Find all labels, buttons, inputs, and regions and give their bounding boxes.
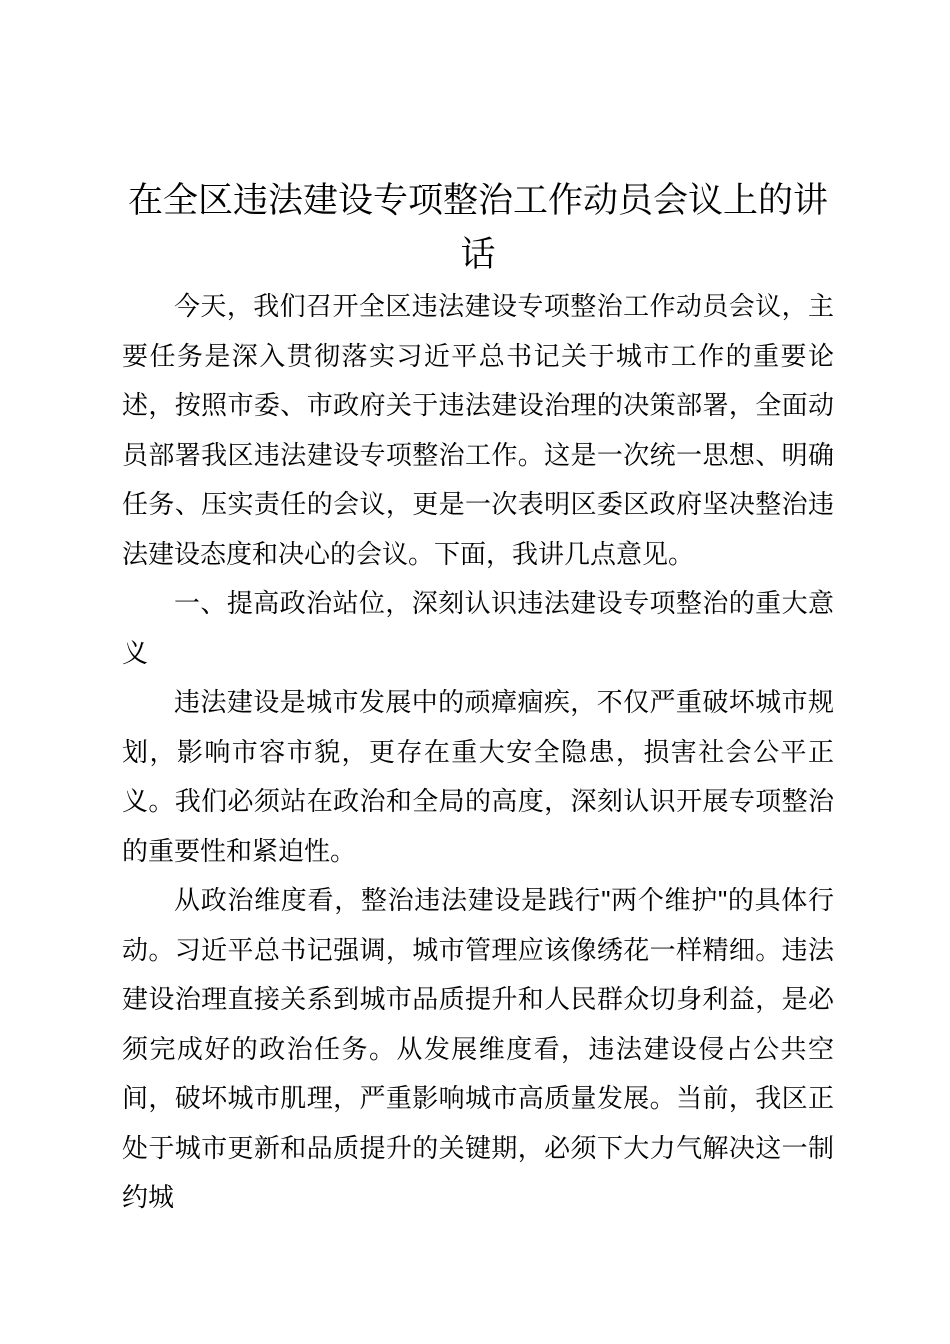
- section-heading-1: 一、提高政治站位，深刻认识违法建设专项整治的重大意义: [122, 588, 834, 668]
- paragraph-dimensions: 从政治维度看，整治违法建设是践行"两个维护"的具体行动。习近平总书记强调，城市管理应该像绣花一样精细。违法建设治理直接关系到城市品质提升和人民群众切身利益，是必须完成好的政治任务。从发展维度看，违法建设侵占公共空间，破坏城市肌理，严重影响城市高质量发展。当前，我区正处于城市更新和品质提升的关键期，必须下大力气解决这一制约城: [122, 885, 834, 1212]
- paragraph-intro: 今天，我们召开全区违法建设专项整治工作动员会议，主要任务是深入贯彻落实习近平总书记关于城市工作的重要论述，按照市委、市政府关于违法建设治理的决策部署，全面动员部署我区违法建设专项整治工作。这是一次统一思想、明确任务、压实责任的会议，更是一次表明区委区政府坚决整治违法建设态度和决心的会议。下面，我讲几点意见。: [122, 291, 834, 569]
- paragraph-significance: 违法建设是城市发展中的顽瘴痼疾，不仅严重破坏城市规划，影响市容市貌，更存在重大安全隐患，损害社会公平正义。我们必须站在政治和全局的高度，深刻认识开展专项整治的重要性和紧迫性。: [122, 687, 834, 866]
- document-title: 在全区违法建设专项整治工作动员会议上的讲话: [127, 181, 828, 274]
